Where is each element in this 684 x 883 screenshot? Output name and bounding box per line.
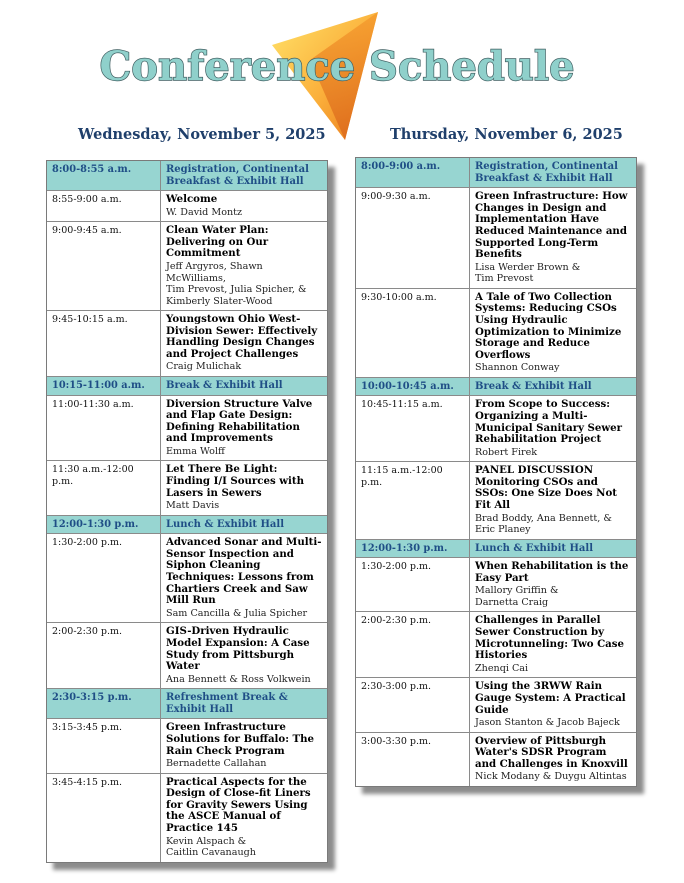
session-row	[356, 395, 636, 461]
speaker-line: Robert Firek	[475, 446, 538, 458]
speaker-line: Brad Boddy, Ana Bennett, &	[475, 512, 612, 524]
session-speakers	[475, 717, 631, 729]
session-row	[47, 533, 327, 622]
speaker-line: Matt Davis	[166, 500, 220, 512]
session-content	[161, 689, 327, 718]
session-content	[470, 289, 636, 377]
session-time: 9:30-10:00 a.m.	[356, 289, 470, 377]
session-speakers	[166, 608, 322, 620]
break-row	[356, 377, 636, 396]
session-speakers	[475, 447, 631, 459]
session-title: GIS-Driven Hydraulic Model Expansion: A Case Study from Pittsburgh Water	[166, 625, 310, 673]
session-time: 2:30-3:15 p.m.	[47, 689, 161, 718]
session-content	[161, 222, 327, 310]
session-content	[161, 396, 327, 461]
session-time: 9:00-9:30 a.m.	[356, 188, 470, 288]
session-content	[470, 462, 636, 538]
session-time: 8:55-9:00 a.m.	[47, 191, 161, 221]
session-title: Welcome	[166, 193, 218, 206]
session-content	[161, 623, 327, 688]
session-speakers	[166, 446, 322, 458]
break-row	[356, 158, 636, 187]
session-title: Advanced Sonar and Multi-Sensor Inspection and Siphon Cleaning Techniques: Lessons from Chartiers Creek and Saw Mill Run	[166, 536, 322, 607]
session-row	[47, 718, 327, 772]
speaker-line: Shannon Conway	[475, 362, 560, 374]
session-speakers	[166, 758, 322, 770]
session-content	[470, 378, 636, 396]
session-title: Using the 3RWW Rain Gauge System: A Practical Guide	[475, 680, 626, 716]
session-row	[356, 288, 636, 377]
session-row	[356, 677, 636, 731]
session-speakers	[475, 663, 631, 675]
break-row	[47, 688, 327, 718]
session-time: 12:00-1:30 p.m.	[47, 516, 161, 534]
session-time: 9:00-9:45 a.m.	[47, 222, 161, 310]
page-title: Conference Schedule	[99, 43, 575, 90]
speaker-line: Kimberly Slater-Wood	[166, 295, 273, 307]
break-row	[47, 515, 327, 534]
session-speakers	[475, 771, 631, 783]
speaker-line: Zhenqi Cai	[475, 662, 529, 674]
session-title: Challenges in Parallel Sewer Construction by Microtunneling: Two Case Histories	[475, 614, 624, 662]
session-title: PANEL DISCUSSION Monitoring CSOs and SSOs: One Size Does Not Fit All	[475, 464, 617, 512]
session-content	[161, 534, 327, 622]
session-time: 10:15-11:00 a.m.	[47, 377, 161, 395]
speaker-line: Tim Prevost, Julia Spicher, &	[166, 284, 307, 296]
session-title: Green Infrastructure: How Changes in Design and Implementation Have Reduced Maintenance and Supported Long-Term Benefits	[475, 190, 628, 261]
conference-logo	[0, 0, 684, 145]
session-content	[470, 733, 636, 786]
speaker-line: Kevin Alspach &	[166, 835, 247, 847]
session-time: 9:45-10:15 a.m.	[47, 311, 161, 376]
session-time: 12:00-1:30 p.m.	[356, 540, 470, 558]
session-title: Green Infrastructure Solutions for Buffalo: The Rain Check Program	[166, 721, 315, 757]
session-speakers	[475, 362, 631, 374]
session-title: Break & Exhibit Hall	[475, 380, 592, 392]
speaker-line: Mallory Griffin &	[475, 585, 559, 597]
session-time: 2:00-2:30 p.m.	[356, 612, 470, 677]
session-time: 3:15-3:45 p.m.	[47, 719, 161, 772]
session-speakers	[166, 500, 322, 512]
session-title: Youngstown Ohio West-Division Sewer: Effectively Handling Design Changes and Project Challenges	[166, 313, 318, 360]
session-row	[47, 190, 327, 221]
speaker-line: W. David Montz	[166, 206, 243, 218]
session-content	[470, 678, 636, 731]
speaker-line: Lisa Werder Brown &	[475, 261, 581, 273]
session-title: Let There Be Light: Finding I/I Sources with Lasers in Sewers	[166, 463, 305, 499]
session-row	[356, 461, 636, 538]
speaker-line: Sam Cancilla & Julia Spicher	[166, 607, 308, 619]
session-title: When Rehabilitation is the Easy Part	[475, 560, 629, 584]
session-time: 3:45-4:15 p.m.	[47, 774, 161, 862]
session-content	[161, 461, 327, 514]
speaker-line: Emma Wolff	[166, 445, 225, 457]
session-time: 10:45-11:15 a.m.	[356, 396, 470, 461]
session-content	[470, 612, 636, 677]
break-row	[356, 539, 636, 558]
session-speakers	[475, 262, 631, 285]
session-content	[161, 161, 327, 190]
thursday-schedule-table	[355, 157, 637, 787]
session-speakers	[475, 585, 631, 608]
session-time: 1:30-2:00 p.m.	[356, 558, 470, 611]
session-time: 3:00-3:30 p.m.	[356, 733, 470, 786]
session-content	[470, 396, 636, 461]
session-time: 2:00-2:30 p.m.	[47, 623, 161, 688]
session-time: 2:30-3:00 p.m.	[356, 678, 470, 731]
session-speakers	[166, 207, 322, 219]
session-content	[470, 540, 636, 558]
session-content	[161, 311, 327, 376]
session-speakers	[166, 361, 322, 373]
break-row	[47, 376, 327, 395]
speaker-line: Jason Stanton & Jacob Bajeck	[475, 717, 620, 729]
wednesday-heading: Wednesday, November 5, 2025	[78, 126, 326, 143]
session-content	[470, 158, 636, 187]
session-row	[47, 221, 327, 310]
speaker-line: Caitlin Cavanaugh	[166, 847, 256, 859]
session-title: A Tale of Two Collection Systems: Reducing CSOs Using Hydraulic Optimization to Minimize Storage and Reduce Overflows	[475, 290, 622, 361]
speaker-line: Eric Planey	[475, 524, 531, 536]
session-title: Refreshment Break & Exhibit Hall	[166, 692, 288, 715]
break-row	[47, 161, 327, 190]
speaker-line: Ana Bennett & Ross Volkwein	[166, 673, 311, 685]
session-content	[470, 188, 636, 288]
session-title: Practical Aspects for the Design of Close-fit Liners for Gravity Sewers Using the ASCE Manual of Practice 145	[166, 775, 311, 835]
session-row	[47, 310, 327, 376]
session-row	[47, 460, 327, 514]
session-time: 11:30 a.m.-12:00 p.m.	[47, 461, 161, 514]
session-content	[161, 191, 327, 221]
session-title: Lunch & Exhibit Hall	[166, 518, 284, 530]
session-time: 1:30-2:00 p.m.	[47, 534, 161, 622]
speaker-line: Nick Modany & Duygu Altintas	[475, 771, 627, 783]
session-title: Overview of Pittsburgh Water's SDSR Program and Challenges in Knoxvill	[475, 734, 628, 770]
speaker-line: Craig Mulichak	[166, 361, 242, 373]
session-speakers	[166, 261, 322, 307]
session-title: Clean Water Plan: Delivering on Our Commitment	[166, 224, 269, 260]
session-title: Lunch & Exhibit Hall	[475, 542, 593, 554]
wednesday-schedule-table	[46, 160, 328, 863]
thursday-heading: Thursday, November 6, 2025	[390, 126, 623, 143]
session-title: From Scope to Success: Organizing a Multi-Municipal Sanitary Sewer Rehabilitation Project	[475, 398, 623, 446]
session-time: 8:00-8:55 a.m.	[47, 161, 161, 190]
session-title: Diversion Structure Valve and Flap Gate Design: Defining Rehabilitation and Improvements	[166, 397, 313, 445]
session-content	[470, 558, 636, 611]
session-title: Registration, Continental Breakfast & Exhibit Hall	[475, 161, 618, 184]
session-row	[356, 187, 636, 288]
session-time: 11:00-11:30 a.m.	[47, 396, 161, 461]
session-row	[356, 557, 636, 611]
session-time: 8:00-9:00 a.m.	[356, 158, 470, 187]
session-row	[47, 395, 327, 461]
session-row	[47, 622, 327, 688]
speaker-line: Bernadette Callahan	[166, 758, 267, 770]
session-speakers	[166, 836, 322, 859]
session-content	[161, 774, 327, 862]
session-time: 11:15 a.m.-12:00 p.m.	[356, 462, 470, 538]
session-row	[356, 611, 636, 677]
session-title: Break & Exhibit Hall	[166, 379, 283, 391]
session-speakers	[475, 513, 631, 536]
speaker-line: Jeff Argyros, Shawn McWilliams,	[166, 261, 263, 284]
session-content	[161, 377, 327, 395]
session-speakers	[166, 674, 322, 686]
speaker-line: Darnetta Craig	[475, 596, 549, 608]
session-time: 10:00-10:45 a.m.	[356, 378, 470, 396]
session-content	[161, 719, 327, 772]
session-title: Registration, Continental Breakfast & Exhibit Hall	[166, 164, 309, 187]
session-row	[47, 773, 327, 862]
speaker-line: Tim Prevost	[475, 273, 534, 285]
session-row	[356, 732, 636, 786]
session-content	[161, 516, 327, 534]
